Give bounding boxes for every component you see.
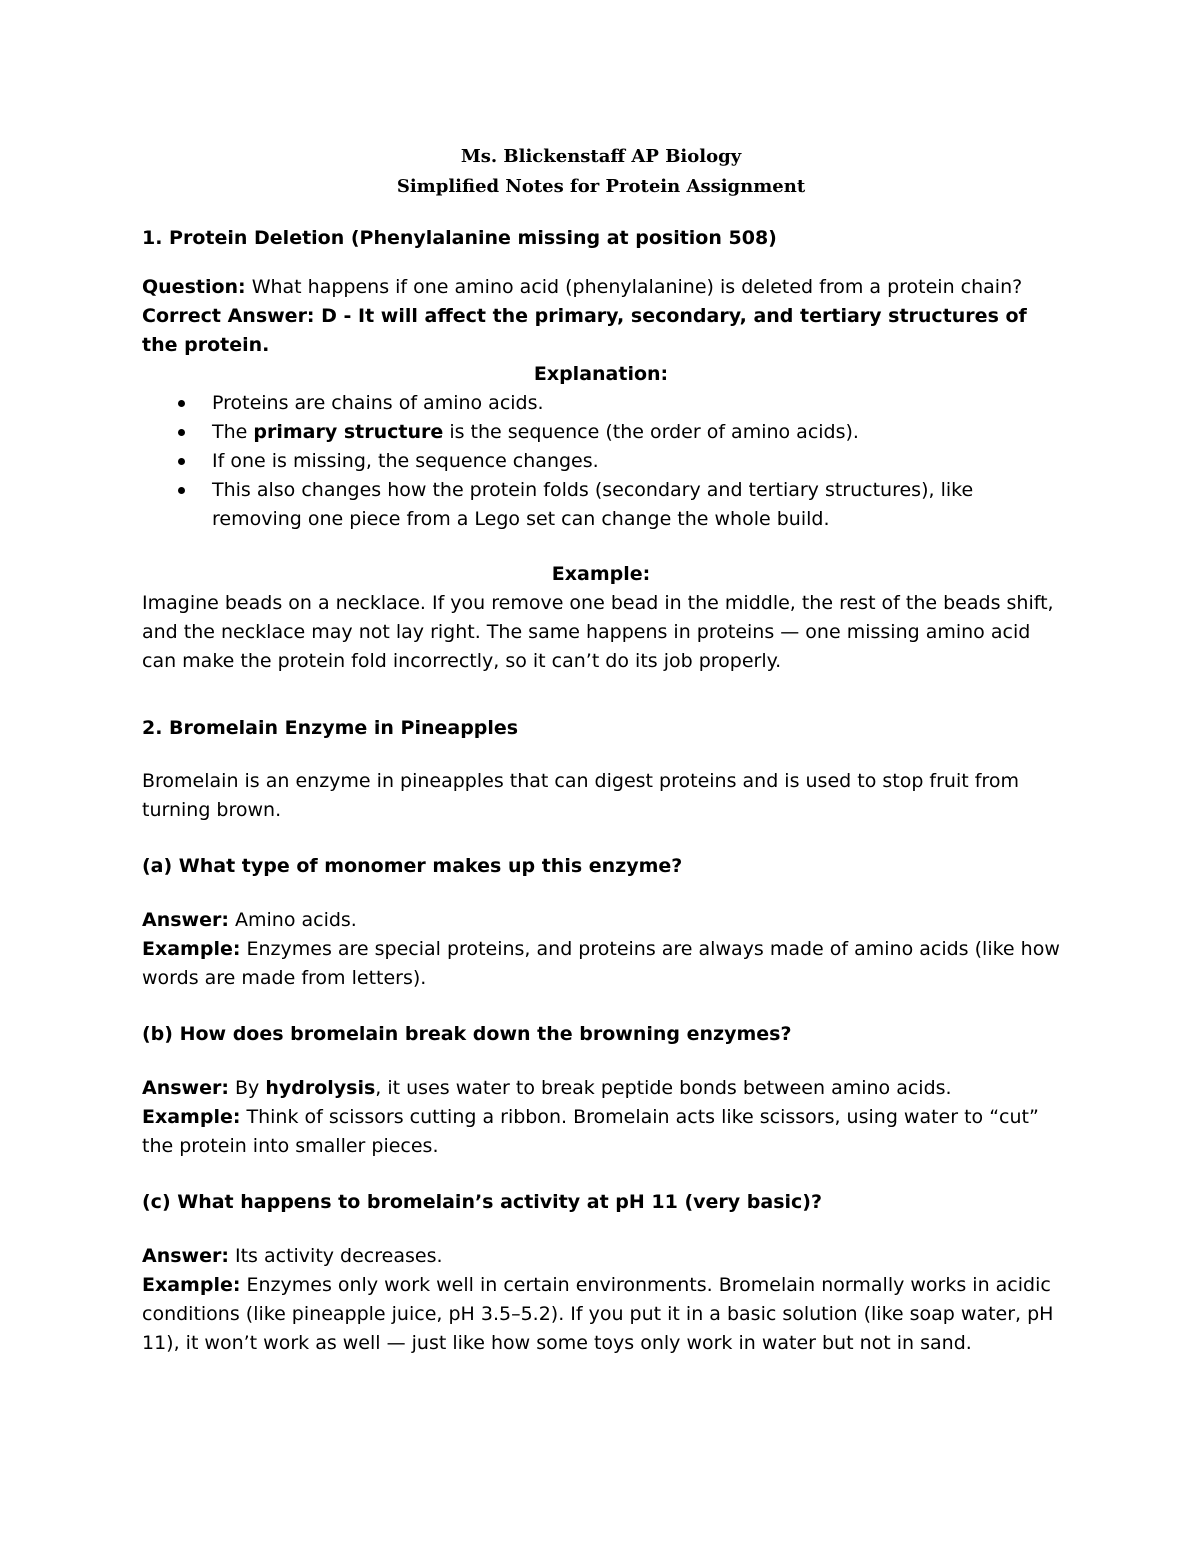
answer-pre: By xyxy=(228,1077,266,1099)
question-text: What happens if one amino acid (phenylalanine) is deleted from a protein chain? xyxy=(245,276,1023,298)
question-b-example xyxy=(142,1103,1060,1161)
question-a-answer xyxy=(142,906,1060,935)
answer-post: , it uses water to break peptide bonds between amino acids. xyxy=(375,1077,952,1099)
example-text: Think of scissors cutting a ribbon. Bromelain acts like scissors, using water to “cut” the protein into smaller pieces. xyxy=(142,1106,1039,1157)
question-c-example xyxy=(142,1271,1060,1358)
explanation-heading: Explanation: xyxy=(533,363,669,385)
answer-bold: hydrolysis xyxy=(265,1077,376,1099)
list-item: If one is missing, the sequence changes. xyxy=(142,447,1060,476)
answer-text: Amino acids. xyxy=(228,909,357,931)
example-label: Example: xyxy=(142,1106,241,1128)
example-text: Enzymes are special proteins, and proteins are always made of amino acids (like how words are made from letters). xyxy=(142,938,1060,989)
answer-text: Its activity decreases. xyxy=(228,1245,443,1267)
bullet2-bold: primary structure xyxy=(253,421,444,443)
question-a-heading: (a) What type of monomer makes up this enzyme? xyxy=(142,855,683,877)
answer-label: Answer: xyxy=(142,1245,229,1267)
section1-heading: 1. Protein Deletion (Phenylalanine missing at position 508) xyxy=(142,227,777,249)
explanation-list xyxy=(142,389,1060,534)
question-c-heading: (c) What happens to bromelain’s activity at pH 11 (very basic)? xyxy=(142,1191,822,1213)
example-label: Example: xyxy=(142,1274,241,1296)
example-text: Enzymes only work well in certain environments. Bromelain normally works in acidic conditions (like pineapple juice, pH 3.5–5.2). If you put it in a basic solution (like soap water, pH 11), it won’t work as well — just like how some toys only work in water but not in sand. xyxy=(142,1274,1054,1354)
document-title-line2: Simplified Notes for Protein Assignment xyxy=(396,176,806,197)
bullet2-pre: The xyxy=(212,421,254,443)
question-b-heading: (b) How does bromelain break down the browning enzymes? xyxy=(142,1023,792,1045)
list-item: This also changes how the protein folds (secondary and tertiary structures), like removing one piece from a Lego set can change the whole build. xyxy=(142,476,1060,534)
document-title-line1: Ms. Blickenstaff AP Biology xyxy=(460,146,742,167)
question-a-example xyxy=(142,935,1060,993)
correct-answer xyxy=(142,302,1060,360)
example-paragraph: Imagine beads on a necklace. If you remove one bead in the middle, the rest of the beads shift, and the necklace may not lay right. The same happens in proteins — one missing amino acid can make the protein fold incorrectly, so it can’t do its job properly. xyxy=(142,592,1054,672)
question-paragraph xyxy=(142,273,1060,302)
bullet2-post: is the sequence (the order of amino acids). xyxy=(443,421,859,443)
answer-label: Answer: xyxy=(142,1077,229,1099)
section2-intro: Bromelain is an enzyme in pineapples that can digest proteins and is used to stop fruit from turning brown. xyxy=(142,770,1019,821)
question-label: Question: xyxy=(142,276,246,298)
question-b-answer xyxy=(142,1074,1060,1103)
section2-heading: 2. Bromelain Enzyme in Pineapples xyxy=(142,717,519,739)
example-label: Example: xyxy=(142,938,241,960)
answer-label: Answer: xyxy=(142,909,229,931)
example-heading: Example: xyxy=(551,563,651,585)
question-c-answer xyxy=(142,1242,1060,1271)
list-item xyxy=(142,418,1060,447)
document-page xyxy=(142,142,1060,1358)
list-item: Proteins are chains of amino acids. xyxy=(142,389,1060,418)
correct-answer-text: Correct Answer: D - It will affect the primary, secondary, and tertiary structures of the protein. xyxy=(142,305,1027,356)
